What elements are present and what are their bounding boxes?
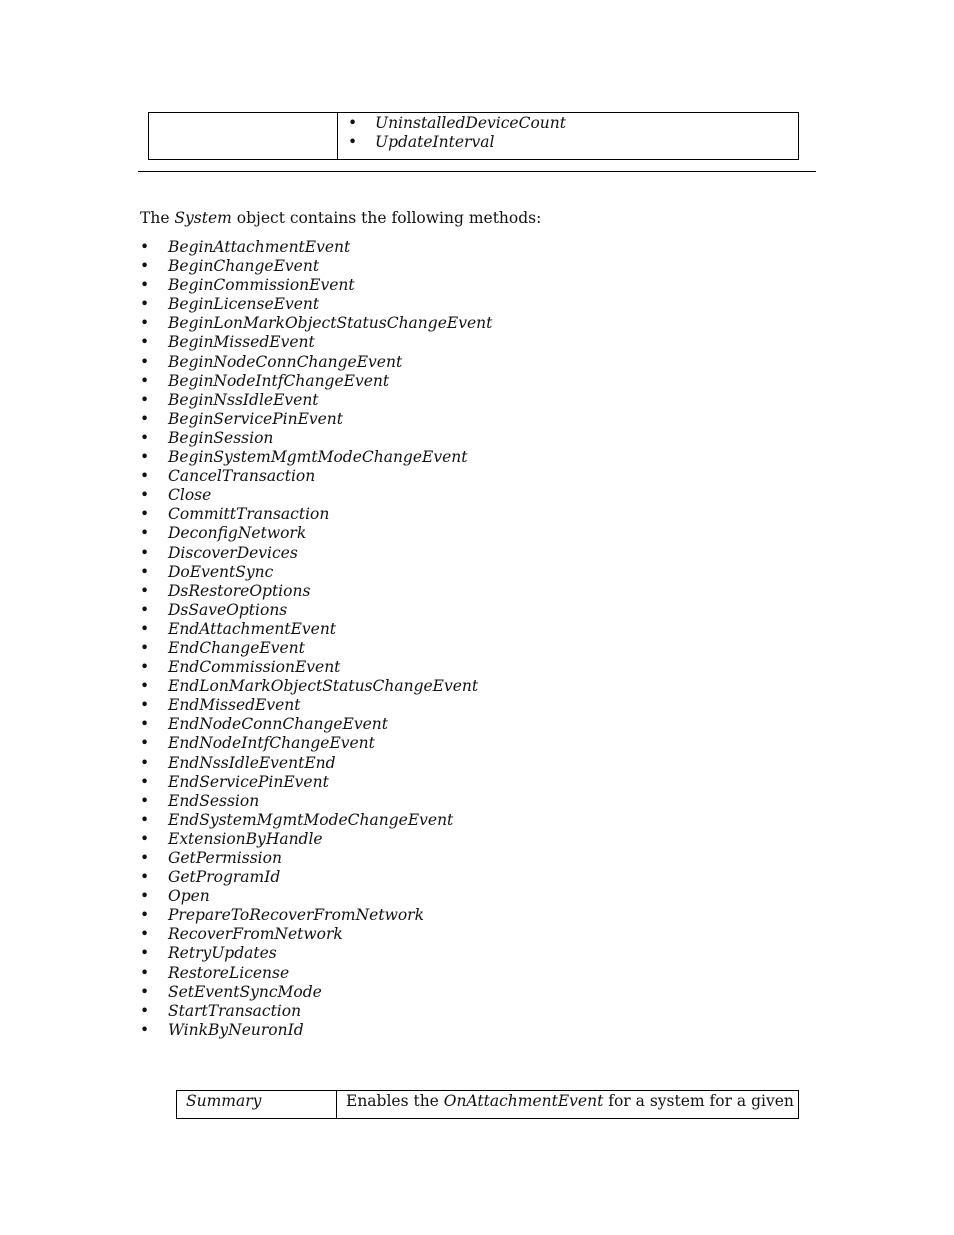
method-name: BeginChangeEvent: [168, 257, 320, 276]
method-name: EndCommissionEvent: [168, 658, 341, 677]
method-list-item: [140, 486, 492, 505]
property-table-continued: [148, 112, 799, 160]
bullet-icon: •: [140, 772, 150, 791]
bullet-icon: •: [140, 1001, 150, 1020]
method-list-item: [140, 276, 492, 295]
method-list-item: [140, 1002, 492, 1021]
property-name: UninstalledDeviceCount: [375, 114, 566, 132]
bullet-icon: •: [140, 715, 150, 734]
method-name: CancelTransaction: [168, 467, 316, 486]
method-name: PrepareToRecoverFromNetwork: [168, 906, 424, 925]
method-name: EndAttachmentEvent: [168, 619, 337, 638]
bullet-icon: •: [140, 409, 150, 428]
method-list-item: [140, 620, 492, 639]
method-name: EndNssIdleEventEnd: [168, 753, 336, 772]
event-name: OnAttachmentEvent: [443, 1092, 604, 1110]
method-name: BeginAttachmentEvent: [168, 238, 351, 256]
bullet-icon: •: [140, 505, 150, 524]
method-list-item: [140, 429, 492, 448]
method-list-item: [140, 257, 492, 276]
summary-table: [176, 1090, 799, 1119]
method-list-item: [140, 238, 492, 257]
method-name: BeginNodeIntfChangeEvent: [168, 371, 390, 390]
bullet-icon: •: [140, 257, 150, 276]
bullet-icon: •: [140, 849, 150, 867]
bullet-icon: •: [140, 276, 150, 295]
method-list-item: [140, 563, 492, 582]
method-list-item: [140, 658, 492, 677]
bullet-icon: •: [140, 314, 150, 333]
method-name: BeginNodeConnChangeEvent: [168, 352, 403, 371]
method-list-item: [140, 582, 492, 601]
method-name: WinkByNeuronId: [168, 1020, 304, 1039]
method-name: EndNodeIntfChangeEvent: [168, 734, 375, 753]
method-name: BeginMissedEvent: [168, 333, 315, 352]
method-name: EndMissedEvent: [168, 696, 301, 715]
method-list-item: [140, 1021, 492, 1040]
bullet-icon: •: [140, 677, 150, 696]
method-list-item: [140, 983, 492, 1002]
method-name: Close: [168, 486, 212, 505]
bullet-icon: •: [140, 810, 150, 829]
method-list-item: [140, 715, 492, 734]
bullet-icon: •: [140, 982, 150, 1001]
method-list-item: [140, 372, 492, 391]
method-name: EndNodeConnChangeEvent: [168, 715, 388, 734]
bullet-icon: •: [140, 906, 150, 925]
method-list-item: [140, 544, 492, 563]
property-table-list-cell: [338, 113, 798, 159]
bullet-icon: •: [140, 696, 150, 715]
method-name: EndSystemMgmtModeChangeEvent: [168, 810, 454, 829]
method-list-item: [140, 505, 492, 524]
method-name: EndLonMarkObjectStatusChangeEvent: [168, 677, 479, 696]
bullet-icon: •: [140, 925, 150, 944]
method-list-item: [140, 295, 492, 314]
bullet-icon: •: [140, 963, 150, 982]
bullet-icon: •: [140, 638, 150, 657]
method-list-item: [140, 964, 492, 983]
method-list-item: [140, 868, 492, 887]
bullet-icon: •: [140, 734, 150, 753]
method-list-item: [140, 734, 492, 753]
method-name: Open: [168, 887, 210, 906]
bullet-icon: •: [140, 333, 150, 352]
bullet-icon: •: [140, 295, 150, 314]
method-list-item: [140, 944, 492, 963]
method-list-item: [140, 792, 492, 811]
method-name: DsSaveOptions: [168, 600, 288, 619]
method-name: EndSession: [168, 791, 260, 810]
method-list-item: [140, 925, 492, 944]
method-name: EndServicePinEvent: [168, 772, 329, 791]
method-list-item: [140, 830, 492, 849]
bullet-icon: •: [140, 791, 150, 810]
method-name: ExtensionByHandle: [168, 829, 323, 848]
method-name: GetProgramId: [168, 868, 281, 887]
method-name: BeginSystemMgmtModeChangeEvent: [168, 448, 468, 467]
method-name: SetEventSyncMode: [168, 982, 322, 1001]
bullet-icon: •: [348, 114, 358, 132]
bullet-icon: •: [140, 581, 150, 600]
method-list-item: [140, 887, 492, 906]
method-list-item: [140, 410, 492, 429]
method-name: CommittTransaction: [168, 505, 330, 524]
property-table-empty-cell: [149, 113, 338, 159]
method-list-item: [140, 811, 492, 830]
method-list-item: [140, 314, 492, 333]
method-name: RecoverFromNetwork: [168, 925, 343, 944]
bullet-icon: •: [140, 238, 150, 256]
methods-intro-text: The System object contains the following methods:: [140, 209, 542, 227]
bullet-icon: •: [140, 390, 150, 409]
method-name: RestoreLicense: [168, 963, 290, 982]
method-list-item: [140, 391, 492, 410]
methods-list: [140, 238, 492, 1040]
method-list-item: [140, 467, 492, 486]
method-name: BeginLicenseEvent: [168, 295, 320, 314]
method-name: BeginSession: [168, 428, 274, 447]
method-name: StartTransaction: [168, 1001, 302, 1020]
bullet-icon: •: [140, 428, 150, 447]
object-name: System: [174, 209, 232, 227]
bullet-icon: •: [140, 600, 150, 619]
bullet-icon: •: [140, 887, 150, 906]
bullet-icon: •: [140, 619, 150, 638]
bullet-icon: •: [140, 467, 150, 486]
summary-text: Enables the OnAttachmentEvent for a system for a given: [346, 1092, 794, 1110]
method-name: DsRestoreOptions: [168, 581, 311, 600]
bullet-icon: •: [140, 658, 150, 677]
method-name: BeginLonMarkObjectStatusChangeEvent: [168, 314, 493, 333]
bullet-icon: •: [140, 371, 150, 390]
method-list-item: [140, 601, 492, 620]
method-name: RetryUpdates: [168, 944, 277, 963]
method-name: DiscoverDevices: [168, 543, 298, 562]
bullet-icon: •: [140, 829, 150, 848]
bullet-icon: •: [140, 543, 150, 562]
bullet-icon: •: [140, 448, 150, 467]
method-list-item: [140, 849, 492, 868]
method-list-item: [140, 696, 492, 715]
method-name: DoEventSync: [168, 562, 274, 581]
method-list-item: [140, 353, 492, 372]
method-list-item: [140, 448, 492, 467]
method-list-item: [140, 773, 492, 792]
section-divider: [138, 171, 816, 172]
bullet-icon: •: [348, 133, 358, 151]
bullet-icon: •: [140, 944, 150, 963]
method-name: EndChangeEvent: [168, 638, 305, 657]
method-list-item: [140, 639, 492, 658]
bullet-icon: •: [140, 868, 150, 887]
property-list-item: [338, 114, 798, 133]
bullet-icon: •: [140, 486, 150, 505]
summary-label: Summary: [177, 1091, 337, 1118]
bullet-icon: •: [140, 1020, 150, 1039]
method-list-item: [140, 524, 492, 543]
method-name: GetPermission: [168, 849, 282, 867]
method-name: BeginNssIdleEvent: [168, 390, 319, 409]
bullet-icon: •: [140, 753, 150, 772]
bullet-icon: •: [140, 524, 150, 543]
bullet-icon: •: [140, 352, 150, 371]
method-name: BeginServicePinEvent: [168, 409, 344, 428]
method-list-item: [140, 754, 492, 773]
method-name: DeconfigNetwork: [168, 524, 307, 543]
method-list-item: [140, 906, 492, 925]
property-list-item: [338, 133, 798, 152]
method-list-item: [140, 333, 492, 352]
method-name: BeginCommissionEvent: [168, 276, 355, 295]
method-list-item: [140, 677, 492, 696]
bullet-icon: •: [140, 562, 150, 581]
property-name: UpdateInterval: [375, 133, 495, 151]
